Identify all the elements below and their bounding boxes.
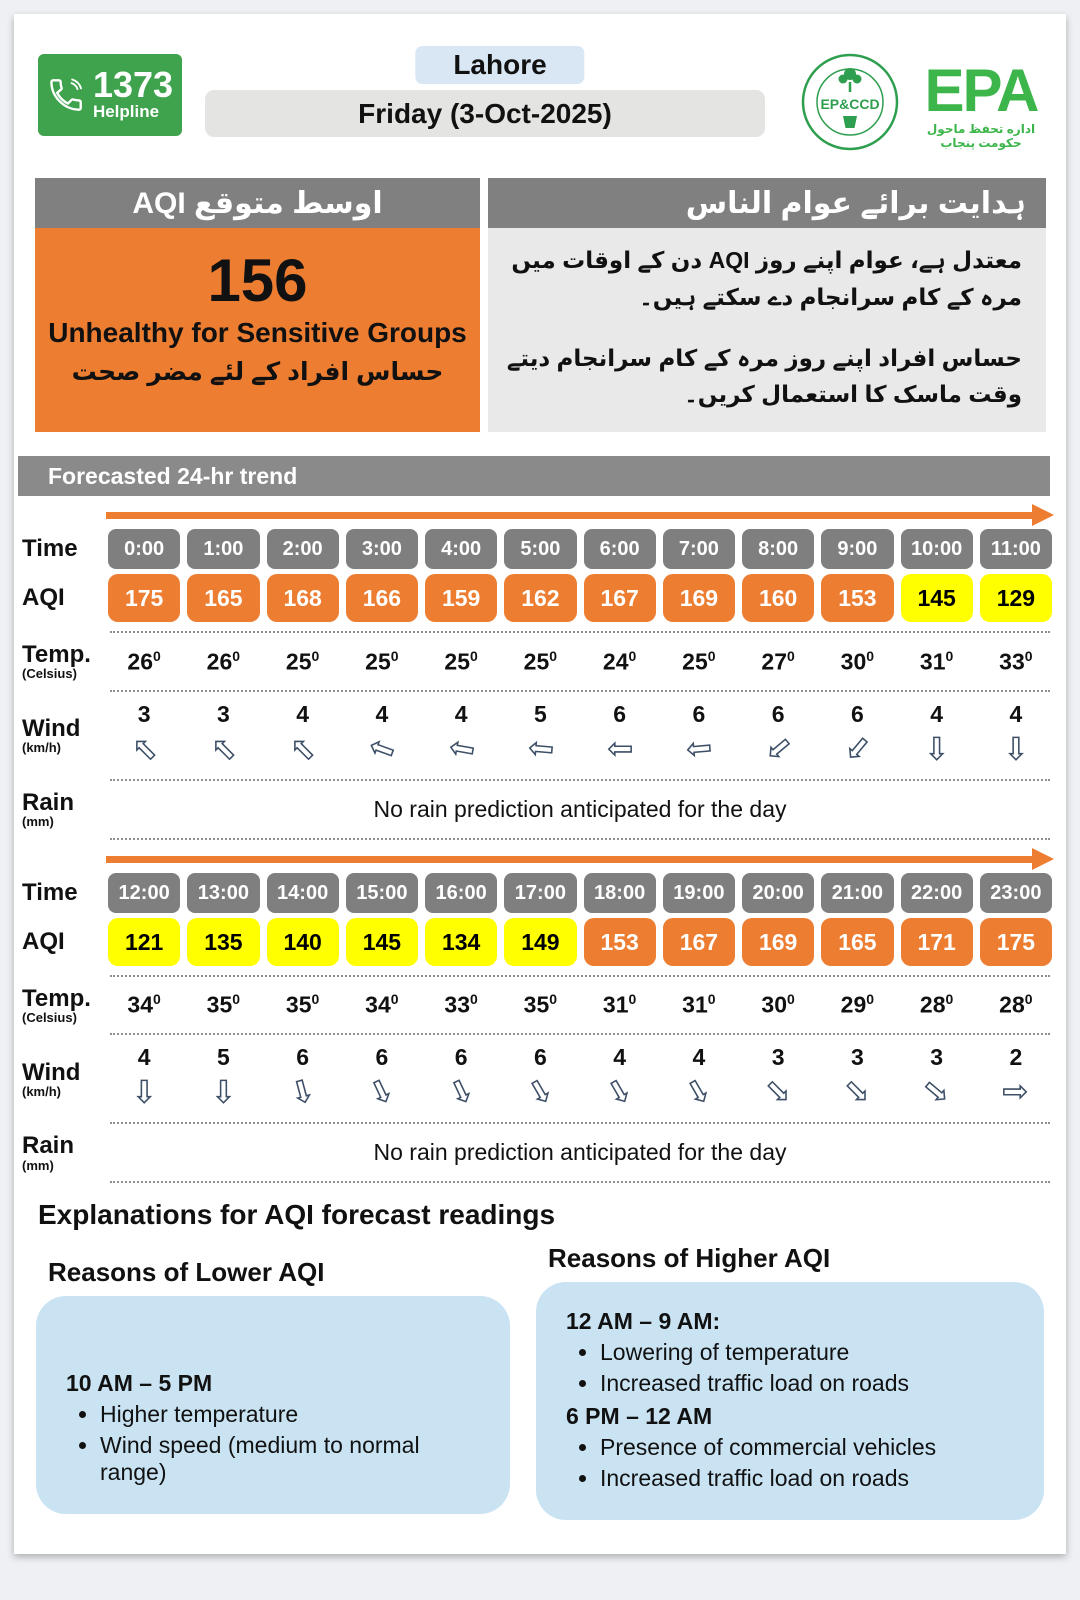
aqi-cell: 140 [267,918,339,966]
aqi-cell: 165 [187,574,259,622]
time-cell: 8:00 [742,529,814,569]
time-cell: 9:00 [821,529,893,569]
wind-cell: 6 ⇩ [425,1044,497,1113]
forecast-sheet [14,14,1066,1554]
time-cell: 12:00 [108,873,180,913]
temp-cell: $35^0$ [206,991,241,1018]
time-cell: 18:00 [584,873,656,913]
guidance-title: ہدایت برائے عوام الناس [488,178,1046,228]
wind-cell: 6 ⇩ [267,1044,339,1113]
time-label: Time [22,535,78,563]
temp-label: Temp. [22,984,91,1012]
wind-unit: (km/h) [22,1083,61,1099]
wind-cell: 6 ⇩ [584,701,656,770]
aqi-cell: 175 [980,918,1052,966]
guidance-paragraph-1: معتدل ہے، عوام اپنے روز AQI دن کے اوقات میں مرہ کے کام سرانجام دے سکتے ہیں۔ [511,247,1022,310]
dotted-divider [110,1033,1050,1035]
time-cell: 7:00 [663,529,735,569]
aqi-cell: 175 [108,574,180,622]
wind-cell: 5 ⇩ [504,701,576,770]
wind-cell: 3 ⇩ [187,701,259,770]
lower-aqi-column [36,1237,510,1520]
wind-direction-arrow-icon: ⇩ [441,1070,481,1115]
no-rain-text: No rain prediction anticipated for the day [373,1139,787,1166]
wind-direction-arrow-icon: ⇩ [362,1070,402,1115]
time-row [22,873,1052,913]
time-label: Time [22,879,78,907]
wind-direction-arrow-icon: ⇩ [121,726,167,772]
higher-aqi-box [536,1282,1044,1520]
temp-cell: $31^0$ [602,991,637,1018]
wind-cell: 2 ⇩ [980,1044,1052,1113]
explanations-section [36,1199,1044,1520]
wind-cell: 4 ⇩ [267,701,339,770]
wind-cell: 4 ⇩ [425,701,497,770]
reason-bullet: • Increased traffic load on roads [600,1370,1014,1397]
wind-cell: 3 ⇩ [821,1044,893,1113]
aqi-cell: 159 [425,574,497,622]
temp-cell: $25^0$ [444,647,478,675]
wind-cell: 6 ⇩ [821,701,893,770]
temp-cell: $28^0$ [999,991,1033,1018]
helpline-badge [38,54,182,136]
lower-aqi-heading: Reasons of Lower AQI [48,1257,325,1288]
phone-icon [47,76,85,114]
trend-half-pm [14,856,1066,1184]
guidance-paragraph-2: حساس افراد اپنے روز مرہ کے کام سرانجام دیتے وقت ماسک کا استعمال کریں۔ [506,344,1022,408]
aqi-cell: 135 [187,918,259,966]
time-cell: 11:00 [980,529,1052,569]
wind-direction-arrow-icon: ⇩ [678,1070,720,1115]
summary-row [35,178,1046,432]
explanations-title: Explanations for AQI forecast readings [38,1199,556,1231]
temp-unit: (Celsius) [22,1009,77,1025]
wind-direction-arrow-icon: ⇩ [599,1070,641,1115]
aqi-cell: 166 [346,574,418,622]
wind-direction-arrow-icon: ⇩ [997,1079,1034,1106]
time-cell: 1:00 [187,529,259,569]
dotted-divider [110,631,1050,633]
wind-cell: 3 ⇩ [901,1044,973,1113]
aqi-cell: 145 [901,574,973,622]
wind-cell: 6 ⇩ [663,701,735,770]
trend-banner: Forecasted 24-hr trend [18,456,1050,496]
dotted-divider [110,838,1050,840]
guidance-body [488,228,1046,432]
wind-cell: 6 ⇩ [504,1044,576,1113]
aqi-cell: 168 [267,574,339,622]
temp-label: Temp. [22,641,91,668]
time-cell: 17:00 [504,873,576,913]
wind-label: Wind [22,714,81,742]
no-rain-text: No rain prediction anticipated for the day [373,795,787,822]
wind-direction-arrow-icon: ⇩ [755,726,801,771]
dotted-divider [110,779,1050,781]
temp-cell: $25^0$ [285,647,320,675]
wind-unit: (km/h) [22,740,61,756]
aqi-cell: 153 [821,574,893,622]
temp-cell: $30^0$ [761,991,795,1018]
temp-cell: $25^0$ [365,647,399,675]
wind-cell: 6 ⇩ [742,701,814,770]
aqi-summary-title: اوسط متوقع AQI [35,178,480,228]
temp-cell: $34^0$ [127,991,161,1018]
reason-bullet: • Wind speed (medium to normal range) [100,1432,480,1486]
aqi-cell: 134 [425,918,497,966]
time-cell: 14:00 [267,873,339,913]
time-cell: 10:00 [901,529,973,569]
helpline-number: 1373 [92,64,174,105]
wind-cell: 4 ⇩ [663,1044,735,1113]
aqi-label: AQI [22,584,65,612]
temp-unit: (Celsius) [22,666,77,682]
aqi-cell: 160 [742,574,814,622]
header [14,14,1066,164]
wind-direction-arrow-icon: ⇩ [679,733,718,764]
aqi-category: Unhealthy for Sensitive Groups [48,317,467,348]
temp-cell: $28^0$ [919,991,954,1018]
time-cell: 22:00 [901,873,973,913]
aqi-row [22,918,1052,966]
wind-direction-arrow-icon: ⇩ [201,726,246,772]
epa-logo-caption: اداره تحفظ ماحول حکومت پنجاب [926,122,1036,150]
rain-row [22,1133,1052,1172]
wind-cell: 3 ⇩ [108,701,180,770]
rain-row [22,790,1052,829]
time-cell: 4:00 [425,529,497,569]
aqi-cell: 162 [504,574,576,622]
trend-half-am [14,512,1066,840]
higher-aqi-heading: Reasons of Higher AQI [548,1243,831,1274]
wind-cell: 4 ⇩ [108,1044,180,1113]
higher-aqi-period: 6 PM – 12 AM [566,1403,713,1430]
time-cell: 20:00 [742,873,814,913]
time-cell: 6:00 [584,529,656,569]
temp-cell: $35^0$ [523,991,558,1018]
time-cell: 13:00 [187,873,259,913]
temp-cell: $24^0$ [602,647,637,675]
city-name: Lahore [415,46,584,84]
wind-cell: 4 ⇩ [584,1044,656,1113]
wind-row [22,1044,1052,1113]
temp-cell: $26^0$ [206,647,241,675]
time-cell: 5:00 [504,529,576,569]
wind-direction-arrow-icon: ⇩ [835,1070,880,1115]
forecast-date: Friday (3-Oct-2025) [205,90,765,137]
wind-direction-arrow-icon: ⇩ [130,1074,158,1111]
helpline-label: Helpline [92,102,160,121]
temp-cell: $33^0$ [444,991,478,1018]
time-cell: 21:00 [821,873,893,913]
time-cell: 3:00 [346,529,418,569]
aqi-cell: 121 [108,918,180,966]
temp-cell: $26^0$ [127,647,161,675]
time-row [22,529,1052,569]
rain-unit: (mm) [22,814,54,830]
aqi-cell: 149 [504,918,576,966]
lower-aqi-period: 10 AM – 5 PM [66,1370,213,1397]
time-cell: 23:00 [980,873,1052,913]
dotted-divider [110,690,1050,692]
reason-bullet: • Higher temperature [100,1401,480,1428]
temp-cell: $29^0$ [840,991,875,1018]
temp-cell: $31^0$ [682,991,716,1018]
aqi-value: 156 [207,247,308,314]
wind-direction-arrow-icon: ⇩ [209,1074,237,1111]
rain-label: Rain [22,788,75,816]
wind-direction-arrow-icon: ⇩ [601,735,638,763]
wind-row [22,701,1052,770]
time-cell: 0:00 [108,529,180,569]
aqi-row [22,574,1052,622]
aqi-cell: 169 [663,574,735,622]
time-cell: 19:00 [663,873,735,913]
wind-label: Wind [22,1058,81,1086]
reason-bullet: • Lowering of temperature [600,1339,1014,1366]
aqi-label: AQI [22,928,65,956]
wind-direction-arrow-icon: ⇩ [519,1070,561,1115]
temp-cell: $25^0$ [682,647,716,675]
rain-label: Rain [22,1132,75,1160]
aqi-cell: 165 [821,918,893,966]
epccd-logo [800,52,900,152]
time-cell: 15:00 [346,873,418,913]
aqi-cell: 153 [584,918,656,966]
wind-direction-arrow-icon: ⇩ [441,732,482,766]
wind-cell: 6 ⇩ [346,1044,418,1113]
temp-cell: $35^0$ [285,991,320,1018]
wind-cell: 5 ⇩ [187,1044,259,1113]
guidance-panel [488,178,1046,432]
lower-aqi-box [36,1296,510,1514]
time-cell: 16:00 [425,873,497,913]
wind-direction-arrow-icon: ⇩ [360,730,404,768]
wind-direction-arrow-icon: ⇩ [914,1070,960,1115]
wind-direction-arrow-icon: ⇩ [285,1071,321,1114]
temp-cell: $34^0$ [365,991,399,1018]
wind-direction-arrow-icon: ⇩ [755,1070,801,1115]
dotted-divider [110,975,1050,977]
aqi-cell: 171 [901,918,973,966]
temp-cell: $25^0$ [523,647,558,675]
epa-logo-text: EPA [924,57,1038,124]
aqi-category-urdu: حساس افراد کے لئے مضر صحت [71,358,444,386]
aqi-summary-panel [35,178,480,432]
wind-cell: 3 ⇩ [742,1044,814,1113]
timeline-arrow [106,512,1032,519]
wind-direction-arrow-icon: ⇩ [923,730,951,767]
temp-cell: $33^0$ [999,647,1033,675]
aqi-cell: 169 [742,918,814,966]
wind-direction-arrow-icon: ⇩ [280,726,325,772]
aqi-summary-body [35,228,480,432]
aqi-cell: 167 [663,918,735,966]
aqi-cell: 145 [346,918,418,966]
wind-cell: 4 ⇩ [901,701,973,770]
temp-cell: $30^0$ [840,647,875,675]
reason-bullet: • Increased traffic load on roads [600,1465,1014,1492]
higher-aqi-column [536,1237,1044,1520]
dotted-divider [110,1181,1050,1183]
dotted-divider [110,1122,1050,1124]
rain-unit: (mm) [22,1157,54,1173]
time-cell: 2:00 [267,529,339,569]
timeline-arrow [106,856,1032,863]
higher-aqi-period: 12 AM – 9 AM: [566,1308,721,1335]
temp-cell: $31^0$ [919,647,954,675]
temp-cell: $27^0$ [761,647,795,675]
wind-cell: 4 ⇩ [980,701,1052,770]
wind-cell: 4 ⇩ [346,701,418,770]
epa-logo [908,57,1054,150]
reason-bullet: • Presence of commercial vehicles [600,1434,1014,1461]
wind-direction-arrow-icon: ⇩ [1002,730,1030,767]
svg-text:EP&CCD: EP&CCD [820,96,880,112]
wind-direction-arrow-icon: ⇩ [521,733,560,764]
aqi-cell: 129 [980,574,1052,622]
temp-row [22,642,1052,681]
aqi-cell: 167 [584,574,656,622]
temp-row [22,986,1052,1025]
wind-direction-arrow-icon: ⇩ [835,726,880,772]
